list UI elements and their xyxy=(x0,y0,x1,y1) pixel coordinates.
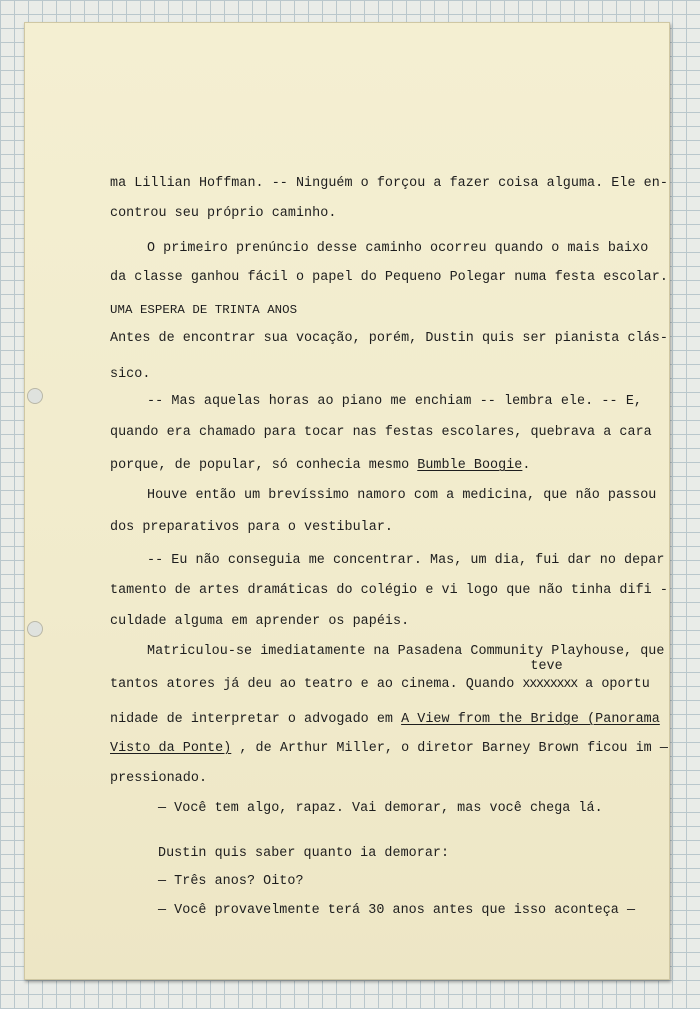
text-run: porque, de popular, só conhecia mesmo xyxy=(110,458,418,473)
text-line: Matriculou-se imediatamente na Pasadena Community Playhouse, que xyxy=(147,644,665,659)
punch-hole xyxy=(27,388,43,404)
text-line: ma Lillian Hoffman. -- Ninguém o forçou a fazer coisa alguma. Ele en- xyxy=(110,176,668,191)
underlined-title: A View from the Bridge (Panorama xyxy=(401,712,660,727)
text-run: nidade de interpretar o advogado em xyxy=(110,712,402,727)
text-run: , de Arthur Miller, o diretor Barney Brown ficou im — xyxy=(239,741,668,756)
text-run: a oportu xyxy=(585,677,650,692)
text-line: sico. xyxy=(110,367,151,382)
text-run: tantos atores já deu ao teatro e ao cinema. Quando xyxy=(110,677,523,692)
struck-word: xxxxxxxx xyxy=(522,677,578,692)
text-line: tamento de artes dramáticas do colégio e vi logo que não tinha difi - xyxy=(110,583,668,598)
text-line: da classe ganhou fácil o papel do Pequeno Polegar numa festa escolar. xyxy=(110,270,668,285)
text-run: . xyxy=(522,458,531,473)
text-line xyxy=(110,712,660,727)
text-line: — Você tem algo, rapaz. Vai demorar, mas você chega lá. xyxy=(158,801,603,816)
text-line: O primeiro prenúncio desse caminho ocorreu quando o mais baixo xyxy=(147,241,649,256)
text-line: dos preparativos para o vestibular. xyxy=(110,520,393,535)
underlined-title: Visto da Ponte) xyxy=(110,741,232,756)
text-line: Antes de encontrar sua vocação, porém, Dustin quis ser pianista clás- xyxy=(110,331,668,346)
text-line xyxy=(110,741,668,756)
text-line: Dustin quis saber quanto ia demorar: xyxy=(158,846,450,861)
text-line xyxy=(110,659,650,692)
typed-correction xyxy=(522,659,578,692)
underlined-title: Bumble Boogie xyxy=(417,458,523,473)
text-line: -- Eu não conseguia me concentrar. Mas, um dia, fui dar no depar xyxy=(147,553,665,568)
inserted-word: teve xyxy=(530,659,563,674)
text-line: controu seu próprio caminho. xyxy=(110,206,337,221)
text-line: — Três anos? Oito? xyxy=(158,874,304,889)
punch-hole xyxy=(27,621,43,637)
text-line: Houve então um brevíssimo namoro com a medicina, que não passou xyxy=(147,488,657,503)
text-line: — Você provavelmente terá 30 anos antes que isso aconteça — xyxy=(158,903,636,918)
section-heading: UMA ESPERA DE TRINTA ANOS xyxy=(110,303,298,317)
text-line: quando era chamado para tocar nas festas escolares, quebrava a cara xyxy=(110,425,652,440)
text-line xyxy=(110,458,642,473)
text-line: culdade alguma em aprender os papéis. xyxy=(110,614,410,629)
text-line: -- Mas aquelas horas ao piano me enchiam -- lembra ele. -- E, xyxy=(147,394,642,409)
text-line: pressionado. xyxy=(110,771,208,786)
